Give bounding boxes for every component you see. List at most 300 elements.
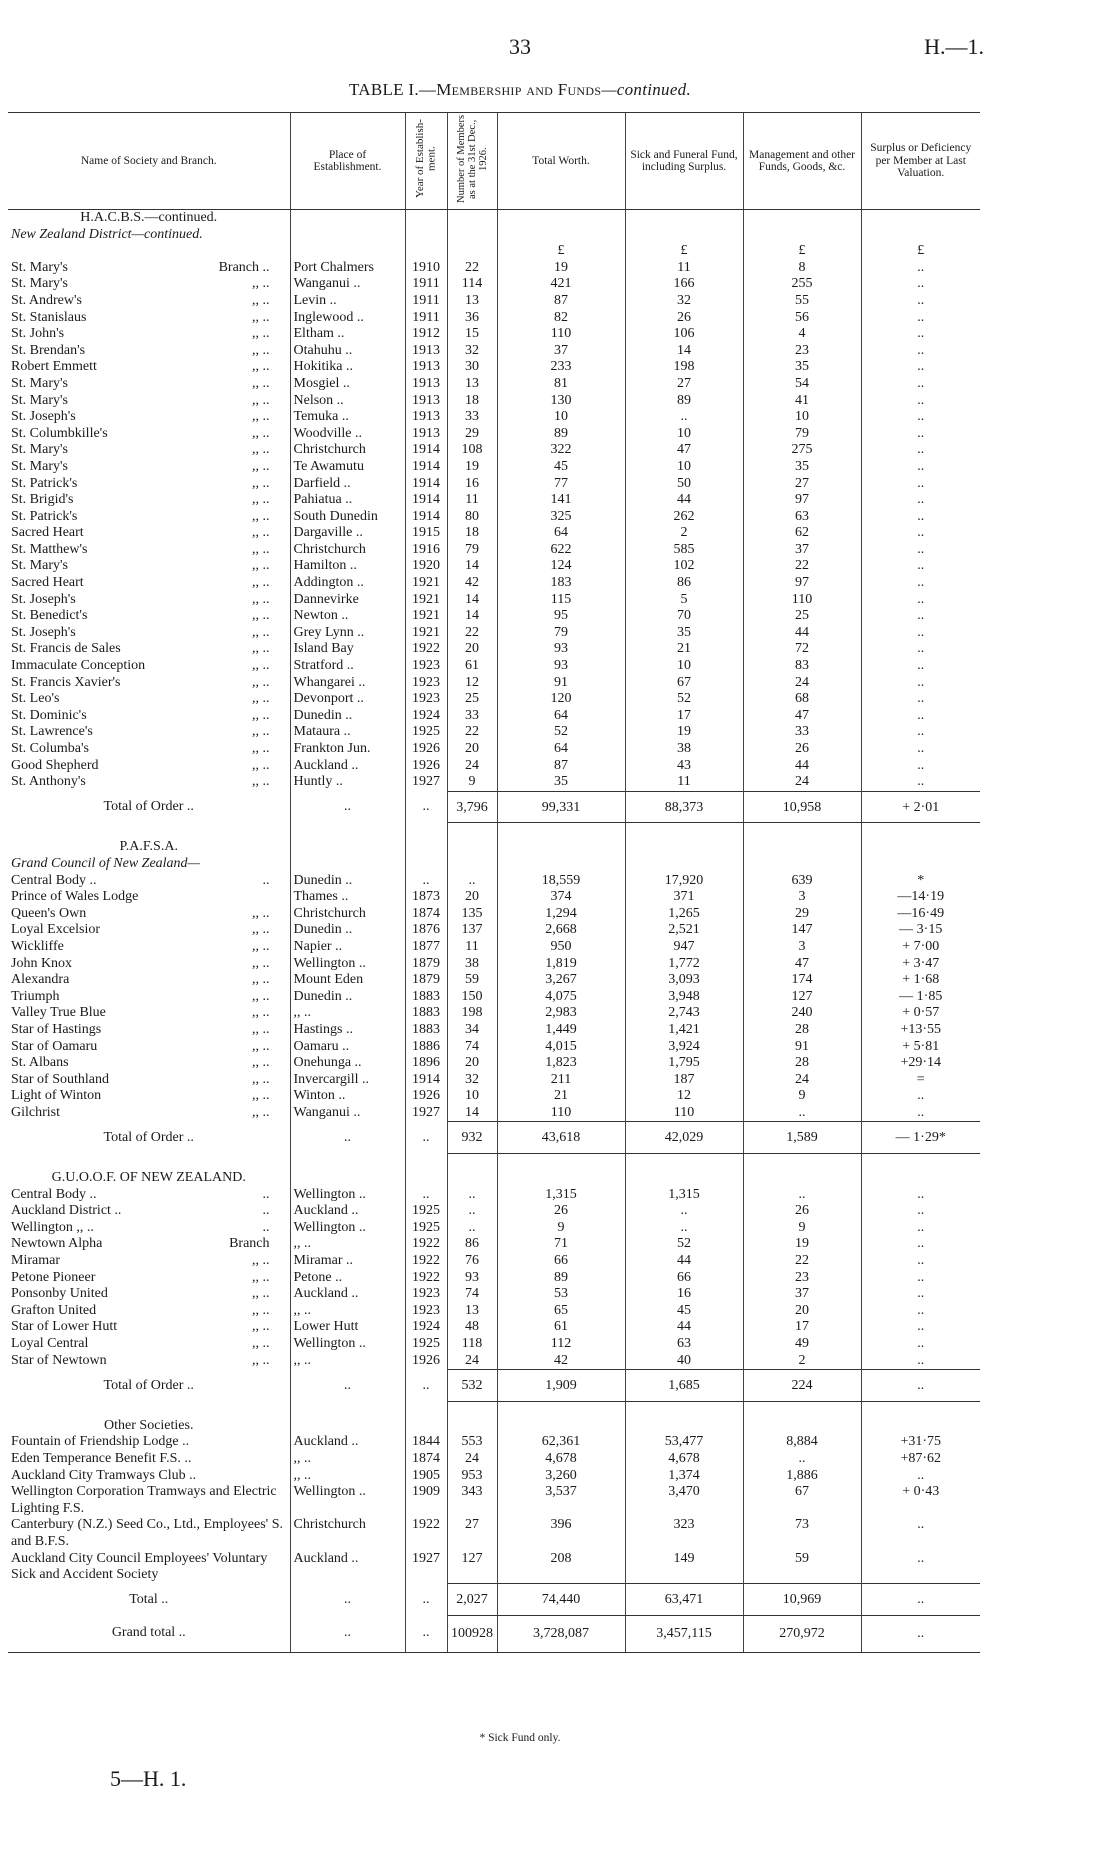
cell-surplus: .. <box>861 741 980 758</box>
cell-year: 1910 <box>405 260 447 277</box>
branch-name-cell <box>8 1236 290 1253</box>
cell-year: 1873 <box>405 889 447 906</box>
cell-place: Christchurch <box>290 442 405 459</box>
branch-suffix: ,, .. <box>252 541 270 557</box>
cell-sick: 43 <box>625 758 743 775</box>
cell-place: Dunedin .. <box>290 922 405 939</box>
table-row <box>8 906 980 923</box>
spacer-cell <box>405 1154 447 1171</box>
cell-members: 22 <box>447 625 497 642</box>
cell-mgmt: 54 <box>743 376 861 393</box>
cell-surplus: —16·49 <box>861 906 980 923</box>
branch-name: St. Leo's <box>11 691 60 707</box>
cell-total: 37 <box>497 343 625 360</box>
cell-mgmt: 56 <box>743 310 861 327</box>
cell-sick: 67 <box>625 675 743 692</box>
cell-surplus: .. <box>861 326 980 343</box>
branch-suffix: ,, .. <box>252 1302 270 1318</box>
cell-members: 61 <box>447 658 497 675</box>
cell-surplus: .. <box>861 592 980 609</box>
cell-sick: 40 <box>625 1353 743 1370</box>
cell-year: 1916 <box>405 542 447 559</box>
cell-place: Petone .. <box>290 1270 405 1287</box>
units-empty-cell <box>447 243 497 260</box>
empty-cell <box>447 210 497 227</box>
branch-suffix: ,, .. <box>252 591 270 607</box>
cell-year: 1883 <box>405 1005 447 1022</box>
cell-sick: 1,315 <box>625 1187 743 1204</box>
grand-total-place: .. <box>290 1615 405 1653</box>
branch-suffix: ,, .. <box>252 1055 270 1071</box>
cell-sick: 3,924 <box>625 1039 743 1056</box>
cell-members: 38 <box>447 956 497 973</box>
cell-total: 4,678 <box>497 1451 625 1468</box>
table-row <box>8 708 980 725</box>
total-label: Total .. <box>129 1591 169 1607</box>
total-year: .. <box>405 1122 447 1154</box>
cell-members: 25 <box>447 691 497 708</box>
cell-surplus: .. <box>861 758 980 775</box>
branch-name-cell <box>8 691 290 708</box>
total-mgmt: 1,589 <box>743 1122 861 1154</box>
cell-sick: 86 <box>625 575 743 592</box>
cell-place: Dannevirke <box>290 592 405 609</box>
cell-mgmt: .. <box>743 1451 861 1468</box>
cell-sick: .. <box>625 409 743 426</box>
total-members: 3,796 <box>447 791 497 823</box>
cell-mgmt: 55 <box>743 293 861 310</box>
cell-members: 16 <box>447 476 497 493</box>
table-row <box>8 293 980 310</box>
cell-mgmt: 47 <box>743 956 861 973</box>
cell-total: 87 <box>497 758 625 775</box>
branch-name-cell <box>8 1336 290 1353</box>
spacer-cell <box>447 823 497 840</box>
table-row <box>8 608 980 625</box>
total-sick: 42,029 <box>625 1122 743 1154</box>
col-header-place: Place of Establishment. <box>290 113 405 210</box>
branch-suffix: ,, .. <box>252 575 270 591</box>
branch-name-cell <box>8 1022 290 1039</box>
table-row <box>8 1022 980 1039</box>
branch-name: St. Dominic's <box>11 707 87 723</box>
col-header-name: Name of Society and Branch. <box>8 113 290 210</box>
branch-name: St. Stanislaus <box>11 309 87 325</box>
cell-mgmt: 33 <box>743 724 861 741</box>
col-header-year-cell <box>405 113 447 210</box>
cell-surplus: .. <box>861 1105 980 1122</box>
cell-surplus: .. <box>861 1468 980 1485</box>
grand-total-sick: 3,457,115 <box>625 1615 743 1653</box>
branch-name-cell <box>8 774 290 791</box>
cell-place: Te Awamutu <box>290 459 405 476</box>
table-row <box>8 260 980 277</box>
branch-name: St. Joseph's <box>11 624 76 640</box>
spacer-cell <box>290 1154 405 1171</box>
cell-place: Temuka .. <box>290 409 405 426</box>
cell-year: 1927 <box>405 1105 447 1122</box>
cell-mgmt: 3 <box>743 939 861 956</box>
total-total: 1,909 <box>497 1370 625 1402</box>
cell-total: 64 <box>497 525 625 542</box>
cell-surplus: .. <box>861 459 980 476</box>
cell-place: ,, .. <box>290 1236 405 1253</box>
section-subheading-row <box>8 227 980 244</box>
spacer-cell <box>497 1154 625 1171</box>
total-label: Total of Order .. <box>103 1129 194 1145</box>
branch-suffix: .. <box>262 1186 270 1202</box>
col-header-mgmt: Management and other Funds, Goods, &c. <box>743 113 861 210</box>
empty-cell <box>290 210 405 227</box>
cell-total: 45 <box>497 459 625 476</box>
branch-name-cell <box>8 276 290 293</box>
cell-mgmt: 91 <box>743 1039 861 1056</box>
branch-name: Star of Hastings <box>11 1021 102 1037</box>
branch-name-cell <box>8 741 290 758</box>
cell-members: 14 <box>447 1105 497 1122</box>
cell-place: Miramar .. <box>290 1253 405 1270</box>
branch-name-cell <box>8 972 290 989</box>
branch-name: St. Joseph's <box>11 591 76 607</box>
branch-suffix: ,, .. <box>252 276 270 292</box>
branch-name: St. Francis Xavier's <box>11 674 121 690</box>
branch-name-cell <box>8 426 290 443</box>
section-subheading: New Zealand District—continued. <box>11 226 203 242</box>
branch-name: Sacred Heart <box>11 575 84 591</box>
cell-members: 118 <box>447 1336 497 1353</box>
cell-sick: 166 <box>625 276 743 293</box>
table-row <box>8 509 980 526</box>
branch-suffix: Branch .. <box>218 259 270 275</box>
cell-year: 1920 <box>405 558 447 575</box>
branch-suffix: ,, .. <box>252 525 270 541</box>
unit-label-total: £ <box>497 243 625 260</box>
cell-year: 1913 <box>405 376 447 393</box>
branch-name-cell <box>8 906 290 923</box>
cell-place: Christchurch <box>290 906 405 923</box>
cell-surplus: .. <box>861 525 980 542</box>
cell-place: Winton .. <box>290 1088 405 1105</box>
branch-suffix: Branch <box>229 1236 270 1252</box>
cell-sick: 19 <box>625 724 743 741</box>
cell-total: 35 <box>497 774 625 791</box>
spacer-cell <box>290 823 405 840</box>
branch-name-cell <box>8 1039 290 1056</box>
grand-total-year: .. <box>405 1615 447 1653</box>
cell-sick: 10 <box>625 426 743 443</box>
total-mgmt: 10,958 <box>743 791 861 823</box>
cell-place: ,, .. <box>290 1353 405 1370</box>
total-mgmt: 224 <box>743 1370 861 1402</box>
cell-surplus: .. <box>861 376 980 393</box>
branch-name-cell <box>8 675 290 692</box>
cell-mgmt: 49 <box>743 1336 861 1353</box>
branch-name-cell <box>8 476 290 493</box>
cell-members: 36 <box>447 310 497 327</box>
cell-place: Dunedin .. <box>290 708 405 725</box>
table-row <box>8 459 980 476</box>
branch-name-cell <box>8 1434 290 1451</box>
total-sick: 88,373 <box>625 791 743 823</box>
cell-mgmt: 26 <box>743 741 861 758</box>
table-row <box>8 1517 980 1550</box>
cell-mgmt: 2 <box>743 1353 861 1370</box>
branch-suffix: ,, .. <box>252 1319 270 1335</box>
cell-sick: 262 <box>625 509 743 526</box>
cell-surplus: .. <box>861 1551 980 1584</box>
branch-name-cell <box>8 575 290 592</box>
cell-members: 9 <box>447 774 497 791</box>
cell-surplus: .. <box>861 343 980 360</box>
cell-year: 1877 <box>405 939 447 956</box>
cell-place: Dunedin .. <box>290 989 405 1006</box>
branch-suffix: ,, .. <box>252 938 270 954</box>
branch-name-cell <box>8 492 290 509</box>
cell-mgmt: 22 <box>743 558 861 575</box>
branch-name: Newtown Alpha <box>11 1236 103 1252</box>
total-total: 43,618 <box>497 1122 625 1154</box>
branch-suffix: ,, .. <box>252 955 270 971</box>
cell-year: 1922 <box>405 1517 447 1550</box>
cell-total: 1,823 <box>497 1055 625 1072</box>
cell-sick: 3,470 <box>625 1484 743 1517</box>
branch-name-cell <box>8 641 290 658</box>
branch-name-cell <box>8 542 290 559</box>
branch-suffix: ,, .. <box>252 1336 270 1351</box>
cell-sick: 3,093 <box>625 972 743 989</box>
empty-cell <box>497 856 625 873</box>
cell-sick: 26 <box>625 310 743 327</box>
branch-name-cell <box>8 1286 290 1303</box>
cell-total: 120 <box>497 691 625 708</box>
empty-cell <box>290 227 405 244</box>
cell-place: Thames .. <box>290 889 405 906</box>
cell-year: 1914 <box>405 492 447 509</box>
cell-total: 26 <box>497 1203 625 1220</box>
table-row <box>8 758 980 775</box>
spacer-cell <box>625 1401 743 1418</box>
cell-members: 343 <box>447 1484 497 1517</box>
cell-year: 1883 <box>405 1022 447 1039</box>
branch-name-cell <box>8 1253 290 1270</box>
branch-name-cell <box>8 343 290 360</box>
cell-mgmt: 97 <box>743 492 861 509</box>
cell-year: .. <box>405 873 447 890</box>
branch-name: Queen's Own <box>11 905 87 921</box>
cell-surplus: .. <box>861 492 980 509</box>
branch-name: Grafton United <box>11 1302 97 1318</box>
cell-members: 198 <box>447 1005 497 1022</box>
cell-total: 91 <box>497 675 625 692</box>
cell-members: 18 <box>447 525 497 542</box>
branch-suffix: ,, .. <box>252 1104 270 1120</box>
branch-name: Light of Winton <box>11 1088 102 1104</box>
cell-year: 1922 <box>405 1236 447 1253</box>
total-mgmt: 10,969 <box>743 1584 861 1616</box>
total-place: .. <box>290 1584 405 1616</box>
table-row <box>8 1088 980 1105</box>
spacer-cell <box>447 1401 497 1418</box>
cell-sick: 11 <box>625 260 743 277</box>
section-heading-row <box>8 1170 980 1187</box>
cell-members: 24 <box>447 758 497 775</box>
branch-name: Star of Oamaru <box>11 1038 98 1054</box>
table-row <box>8 1005 980 1022</box>
table-row <box>8 1551 980 1584</box>
cell-total: 18,559 <box>497 873 625 890</box>
cell-sick: 70 <box>625 608 743 625</box>
cell-place: Onehunga .. <box>290 1055 405 1072</box>
cell-sick: 27 <box>625 376 743 393</box>
cell-total: 130 <box>497 393 625 410</box>
cell-mgmt: 9 <box>743 1220 861 1237</box>
section-heading: G.U.O.O.F. OF NEW ZEALAND. <box>51 1170 246 1186</box>
table-row <box>8 426 980 443</box>
cell-surplus: .. <box>861 426 980 443</box>
branch-name: Robert Emmett <box>11 359 97 375</box>
cell-surplus: + 5·81 <box>861 1039 980 1056</box>
branch-name-cell <box>8 459 290 476</box>
grand-total-mgmt: 270,972 <box>743 1615 861 1653</box>
cell-total: 211 <box>497 1072 625 1089</box>
cell-total: 622 <box>497 542 625 559</box>
cell-surplus: .. <box>861 276 980 293</box>
table-row <box>8 1468 980 1485</box>
table-row <box>8 343 980 360</box>
branch-name-cell <box>8 873 290 890</box>
spacer-cell <box>447 1154 497 1171</box>
table-row <box>8 310 980 327</box>
cell-place: Auckland .. <box>290 1551 405 1584</box>
section-heading-row <box>8 839 980 856</box>
branch-name: St. Mary's <box>11 442 68 458</box>
table-row <box>8 873 980 890</box>
cell-surplus: .. <box>861 293 980 310</box>
cell-mgmt: 35 <box>743 459 861 476</box>
page-reference: H.—1. <box>924 34 984 59</box>
cell-surplus: .. <box>861 1203 980 1220</box>
cell-year: 1923 <box>405 691 447 708</box>
empty-cell <box>497 839 625 856</box>
cell-sick: 4,678 <box>625 1451 743 1468</box>
branch-name: St. Mary's <box>11 558 68 574</box>
branch-name: St. Mary's <box>11 259 68 275</box>
branch-suffix: ,, .. <box>252 458 270 474</box>
branch-name-cell <box>8 1551 290 1584</box>
branch-suffix: ,, .. <box>252 326 270 342</box>
cell-sick: 17 <box>625 708 743 725</box>
cell-mgmt: 97 <box>743 575 861 592</box>
cell-sick: 14 <box>625 343 743 360</box>
branch-name-cell <box>8 1088 290 1105</box>
cell-members: 74 <box>447 1039 497 1056</box>
branch-name: Wellington ,, .. <box>11 1219 94 1235</box>
grand-total-surplus: .. <box>861 1615 980 1653</box>
cell-place: Auckland .. <box>290 1286 405 1303</box>
total-surplus: — 1·29* <box>861 1122 980 1154</box>
cell-total: 66 <box>497 1253 625 1270</box>
cell-surplus: .. <box>861 1236 980 1253</box>
branch-name-cell <box>8 326 290 343</box>
cell-mgmt: 79 <box>743 426 861 443</box>
cell-total: 374 <box>497 889 625 906</box>
cell-total: 93 <box>497 658 625 675</box>
cell-mgmt: 72 <box>743 641 861 658</box>
cell-mgmt: 37 <box>743 542 861 559</box>
table-row <box>8 276 980 293</box>
cell-year: 1913 <box>405 393 447 410</box>
branch-suffix: ,, .. <box>252 475 270 491</box>
cell-members: 11 <box>447 492 497 509</box>
table-row <box>8 1039 980 1056</box>
branch-suffix: ,, .. <box>252 425 270 441</box>
cell-place: Grey Lynn .. <box>290 625 405 642</box>
cell-sick: 3,948 <box>625 989 743 1006</box>
cell-total: 79 <box>497 625 625 642</box>
empty-cell <box>497 210 625 227</box>
branch-name: St. Mary's <box>11 375 68 391</box>
cell-year: 1921 <box>405 592 447 609</box>
cell-members: 20 <box>447 1055 497 1072</box>
branch-suffix: ,, .. <box>252 1269 270 1285</box>
section-heading: P.A.F.S.A. <box>119 839 178 855</box>
empty-cell <box>497 1418 625 1435</box>
cell-total: 93 <box>497 641 625 658</box>
total-year: .. <box>405 791 447 823</box>
cell-year: 1921 <box>405 575 447 592</box>
cell-sick: 52 <box>625 691 743 708</box>
sheet-signature: 5—H. 1. <box>110 1766 187 1791</box>
table-row <box>8 1187 980 1204</box>
cell-year: 1911 <box>405 293 447 310</box>
units-name-cell <box>8 243 290 260</box>
branch-suffix: ,, .. <box>252 757 270 773</box>
cell-surplus: .. <box>861 1319 980 1336</box>
cell-surplus: .. <box>861 575 980 592</box>
cell-total: 2,668 <box>497 922 625 939</box>
cell-sick: .. <box>625 1220 743 1237</box>
cell-surplus: .. <box>861 1270 980 1287</box>
cell-surplus: +31·75 <box>861 1434 980 1451</box>
spacer-cell <box>743 823 861 840</box>
branch-name: Star of Lower Hutt <box>11 1319 118 1335</box>
cell-members: 22 <box>447 724 497 741</box>
cell-surplus: .. <box>861 1088 980 1105</box>
cell-year: 1924 <box>405 1319 447 1336</box>
table-row <box>8 922 980 939</box>
branch-suffix: ,, .. <box>252 392 270 408</box>
cell-sick: 2 <box>625 525 743 542</box>
branch-name-cell <box>8 724 290 741</box>
cell-year: 1922 <box>405 1253 447 1270</box>
branch-name: St. Columbkille's <box>11 425 108 441</box>
cell-mgmt: 41 <box>743 393 861 410</box>
cell-sick: 10 <box>625 459 743 476</box>
branch-suffix: ,, .. <box>252 1253 270 1269</box>
cell-sick: 947 <box>625 939 743 956</box>
cell-total: 233 <box>497 359 625 376</box>
cell-year: 1926 <box>405 758 447 775</box>
table-row <box>8 774 980 791</box>
unit-label-sick: £ <box>625 243 743 260</box>
branch-name-cell <box>8 625 290 642</box>
cell-place: Devonport .. <box>290 691 405 708</box>
cell-year: 1926 <box>405 1353 447 1370</box>
branch-name-cell <box>8 1072 290 1089</box>
cell-surplus: + 1·68 <box>861 972 980 989</box>
cell-year: 1923 <box>405 1286 447 1303</box>
cell-year: 1876 <box>405 922 447 939</box>
